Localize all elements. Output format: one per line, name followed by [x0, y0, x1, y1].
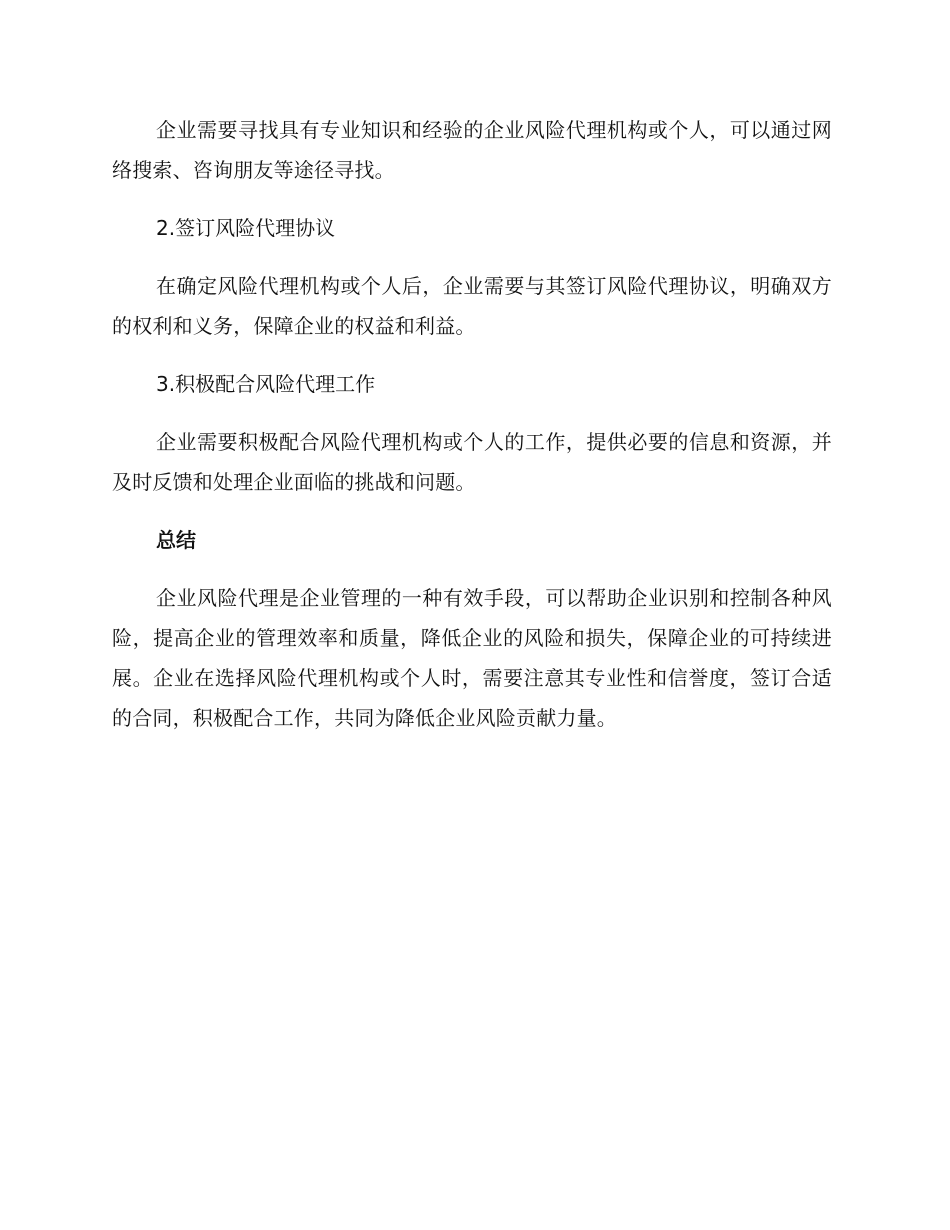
paragraph-cooperate: 企业需要积极配合风险代理机构或个人的工作，提供必要的信息和资源，并及时反馈和处理企业面临的挑战和问题。 — [112, 430, 832, 494]
paragraph-sign-agreement: 在确定风险代理机构或个人后，企业需要与其签订风险代理协议，明确双方的权利和义务，保障企业的权益和利益。 — [112, 274, 832, 338]
heading-sign-agreement: 2.签订风险代理协议 — [156, 216, 336, 240]
paragraph-summary: 企业风险代理是企业管理的一种有效手段，可以帮助企业识别和控制各种风险，提高企业的管理效率和质量，降低企业的风险和损失，保障企业的可持续进展。企业在选择风险代理机构或个人时，需要注意其专业性和信誉度，签订合适的合同，积极配合工作，共同为降低企业风险贡献力量。 — [112, 586, 832, 730]
heading-cooperate: 3.积极配合风险代理工作 — [156, 372, 376, 396]
paragraph-find-agent: 企业需要寻找具有专业知识和经验的企业风险代理机构或个人，可以通过网络搜索、咨询朋友等途径寻找。 — [112, 118, 832, 182]
heading-summary: 总结 — [156, 528, 196, 552]
document-body — [112, 110, 832, 738]
